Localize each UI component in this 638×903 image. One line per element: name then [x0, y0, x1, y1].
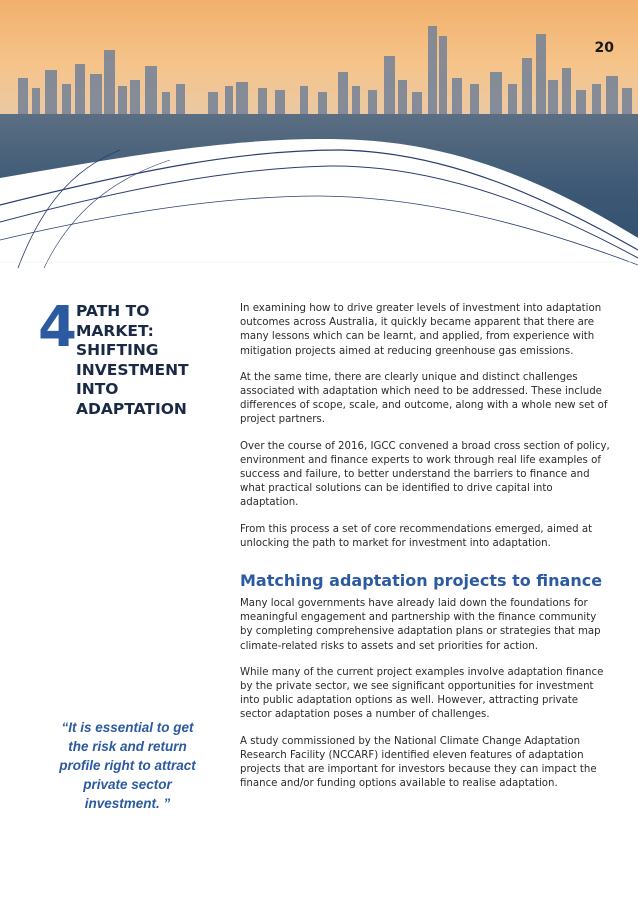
section-title: PATH TO MARKET: SHIFTING INVESTMENT INTO ADAPTATION [76, 302, 189, 418]
paragraph: At the same time, there are clearly unique and distinct challenges associated with adaptation which need to be addressed. These include differences of scope, scale, and outcome, along with a whole new set of project partners. [240, 371, 608, 426]
subheading: Matching adaptation projects to finance [240, 571, 603, 591]
paragraph: Over the course of 2016, IGCC convened a broad cross section of policy, environment and finance experts to work through real life examples of success and failure, to better understand the barriers to finance and what practical solutions can be identified to drive capital into adaptation. [240, 440, 610, 509]
section-number: 4 [38, 295, 75, 360]
pull-quote: “It is essential to get the risk and return profile right to attract private sector investment. ” [59, 720, 196, 811]
paragraph: Many local governments have already laid down the foundations for meaningful engagement and partnership with the finance community by completing comprehensive adaptation plans or strategies that map climate-related risks to assets and set priorities for action. [240, 598, 601, 652]
page-number: 20 [594, 40, 614, 56]
paragraph: A study commissioned by the National Climate Change Adaptation Research Facility (NCCARF) identified eleven features of adaptation projects that are important for investors because they can impact the finance and/or funding options available to realise adaptation. [240, 735, 597, 790]
main-text-column [240, 302, 610, 803]
paragraph: In examining how to drive greater levels of investment into adaptation outcomes across Australia, it quickly became apparent that there are many lessons which can be learnt, and applied, from experience with mitigation projects aimed at reducing greenhouse gas emissions. [240, 303, 602, 357]
paragraph: From this process a set of core recommendations emerged, aimed at unlocking the path to market for investment into adaptation. [240, 523, 593, 549]
hero-skyline-image [0, 0, 638, 270]
paragraph: While many of the current project examples involve adaptation finance by the private sector, we see significant opportunities for investment into public adaptation options as well. However, attracting private sector adaptation poses a number of challenges. [240, 666, 604, 721]
